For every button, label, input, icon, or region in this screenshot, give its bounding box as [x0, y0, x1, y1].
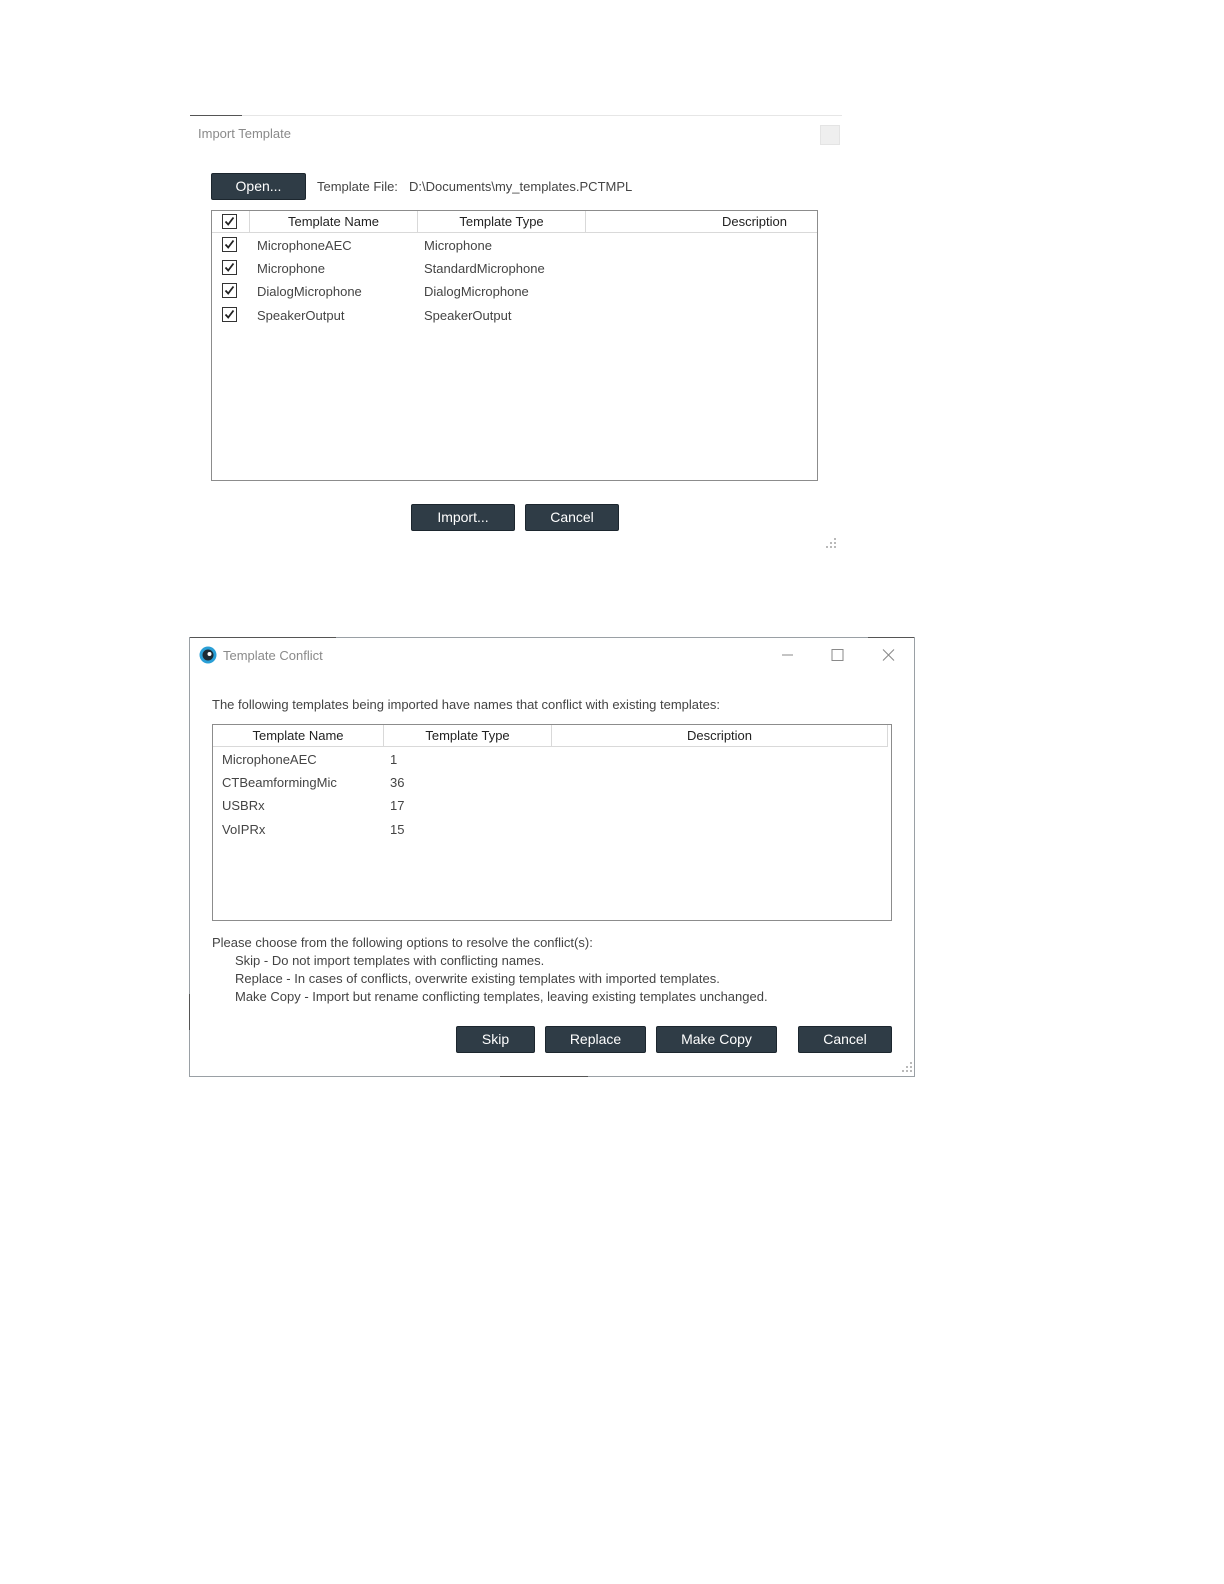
option-replace-description: Replace - In cases of conflicts, overwrite existing templates with imported templates.	[235, 971, 720, 986]
template-name-cell: SpeakerOutput	[257, 308, 345, 323]
column-header-template-name[interactable]: Template Name	[250, 211, 418, 233]
column-header-description[interactable]: Description	[586, 211, 817, 233]
make-copy-button[interactable]: Make Copy	[656, 1026, 777, 1053]
template-name-cell: CTBeamformingMic	[222, 775, 337, 790]
close-icon	[873, 644, 903, 666]
dialog-title: Import Template	[198, 126, 291, 141]
title-accent	[190, 637, 336, 638]
maximize-button[interactable]	[822, 644, 852, 666]
resize-grip-icon[interactable]	[902, 1062, 912, 1072]
row-checkbox[interactable]	[222, 237, 237, 252]
template-file-path: D:\Documents\my_templates.PCTMPL	[409, 179, 633, 194]
select-all-checkbox[interactable]	[222, 214, 237, 229]
template-name-cell: USBRx	[222, 798, 265, 813]
template-type-cell: DialogMicrophone	[424, 284, 529, 299]
replace-button[interactable]: Replace	[545, 1026, 646, 1053]
row-checkbox[interactable]	[222, 260, 237, 275]
minimize-button[interactable]	[772, 644, 802, 666]
template-conflict-dialog	[189, 637, 915, 1077]
minimize-icon	[772, 644, 802, 666]
column-header-description[interactable]: Description	[552, 725, 888, 747]
open-button[interactable]: Open...	[211, 173, 306, 200]
title-accent	[868, 637, 914, 638]
template-type-cell: 15	[390, 822, 405, 837]
template-type-cell: 17	[390, 798, 405, 813]
close-button[interactable]	[873, 644, 903, 666]
app-logo-icon	[199, 646, 217, 664]
template-name-cell: Microphone	[257, 261, 325, 276]
left-accent	[189, 994, 190, 1030]
dialog-title: Template Conflict	[223, 648, 323, 663]
template-type-cell: 1	[390, 752, 398, 767]
template-type-cell: SpeakerOutput	[424, 308, 512, 323]
skip-button[interactable]: Skip	[456, 1026, 535, 1053]
column-header-template-name[interactable]: Template Name	[213, 725, 384, 747]
column-header-template-type[interactable]: Template Type	[418, 211, 586, 233]
row-checkbox[interactable]	[222, 283, 237, 298]
options-intro: Please choose from the following options to resolve the conflict(s):	[212, 935, 593, 950]
import-button[interactable]: Import...	[411, 504, 515, 531]
cancel-button[interactable]: Cancel	[798, 1026, 892, 1053]
title-accent	[190, 115, 242, 116]
template-type-cell: 36	[390, 775, 405, 790]
template-name-cell: MicrophoneAEC	[222, 752, 317, 767]
import-template-dialog	[190, 115, 842, 555]
row-checkbox[interactable]	[222, 307, 237, 322]
select-all-header	[212, 211, 250, 233]
template-name-cell: MicrophoneAEC	[257, 238, 352, 253]
resize-grip-icon[interactable]	[826, 538, 836, 548]
maximize-icon	[822, 644, 852, 666]
bottom-accent	[500, 1076, 588, 1077]
template-name-cell: DialogMicrophone	[257, 284, 362, 299]
option-skip-description: Skip - Do not import templates with conflicting names.	[235, 953, 545, 968]
template-type-cell: StandardMicrophone	[424, 261, 545, 276]
option-make-copy-description: Make Copy - Import but rename conflicting templates, leaving existing templates unchanged.	[235, 989, 768, 1004]
template-name-cell: VoIPRx	[222, 822, 266, 837]
template-type-cell: Microphone	[424, 238, 492, 253]
column-header-template-type[interactable]: Template Type	[384, 725, 552, 747]
template-list[interactable]	[211, 210, 818, 481]
close-button[interactable]	[820, 125, 840, 145]
template-file-label: Template File:	[317, 179, 398, 194]
conflict-message: The following templates being imported have names that conflict with existing templates:	[212, 697, 720, 712]
cancel-button[interactable]: Cancel	[525, 504, 619, 531]
conflict-list[interactable]	[212, 724, 892, 921]
